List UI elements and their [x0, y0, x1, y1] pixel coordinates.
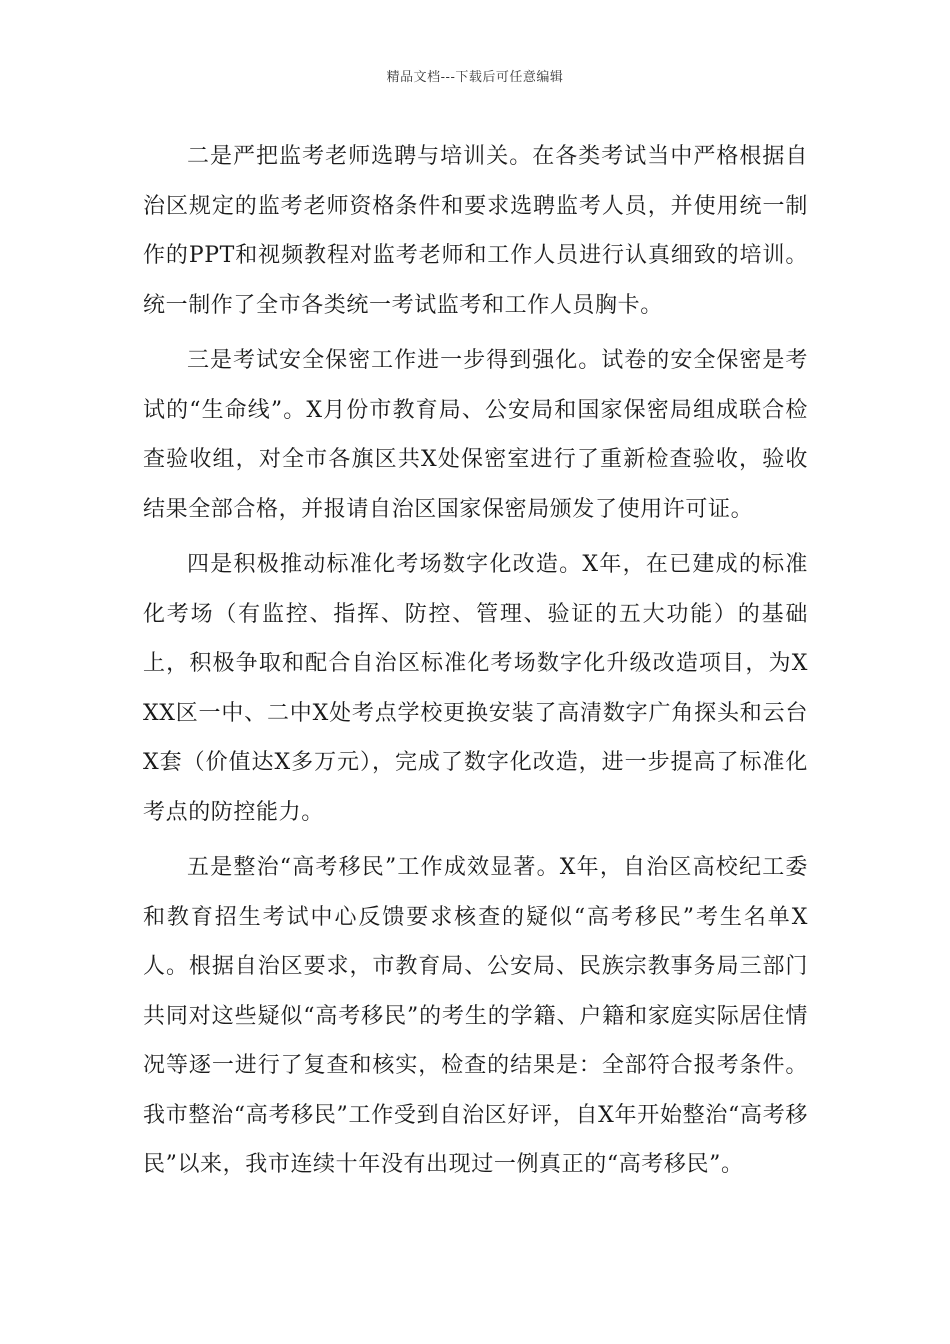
page-header: 精品文档---下载后可任意编辑: [386, 70, 564, 85]
paragraph-exam-supervisor-training: 二是严把监考老师选聘与培训关。在各类考试当中严格根据自治区规定的监考老师资格条件和要求选聘监考人员，并使用统一制作的PPT和视频教程对监考老师和工作人员进行认真细致的培训。统一制作了全市各类统一考试监考和工作人员胸卡。: [143, 144, 808, 318]
document-body: [143, 132, 808, 1196]
paragraph-standardized-exam-room: 四是积极推动标准化考场数字化改造。X年，在已建成的标准化考场（有监控、指挥、防控、管理、验证的五大功能）的基础上，积极争取和配合自治区标准化考场数字化升级改造项目，为XXX区一中、二中X处考点学校更换安装了高清数字广角探头和云台X套（价值达X多万元），完成了数字化改造，进一步提高了标准化考点的防控能力。: [143, 552, 808, 825]
paragraph-exam-migrant-rectification: 五是整治“高考移民”工作成效显著。X年，自治区高校纪工委和教育招生考试中心反馈要求核查的疑似“高考移民”考生名单X人。根据自治区要求，市教育局、公安局、民族宗教事务局三部门共同对这些疑似“高考移民”的考生的学籍、户籍和家庭实际居住情况等逐一进行了复查和核实，检查的结果是：全部符合报考条件。我市整治“高考移民”工作受到自治区好评，自X年开始整治“高考移民”以来，我市连续十年没有出现过一例真正的“高考移民”。: [143, 855, 808, 1177]
paragraph-exam-security: 三是考试安全保密工作进一步得到强化。试卷的安全保密是考试的“生命线”。X月份市教育局、公安局和国家保密局组成联合检查验收组，对全市各旗区共X处保密室进行了重新检查验收，验收结果全部合格，并报请自治区国家保密局颁发了使用许可证。: [143, 348, 808, 522]
